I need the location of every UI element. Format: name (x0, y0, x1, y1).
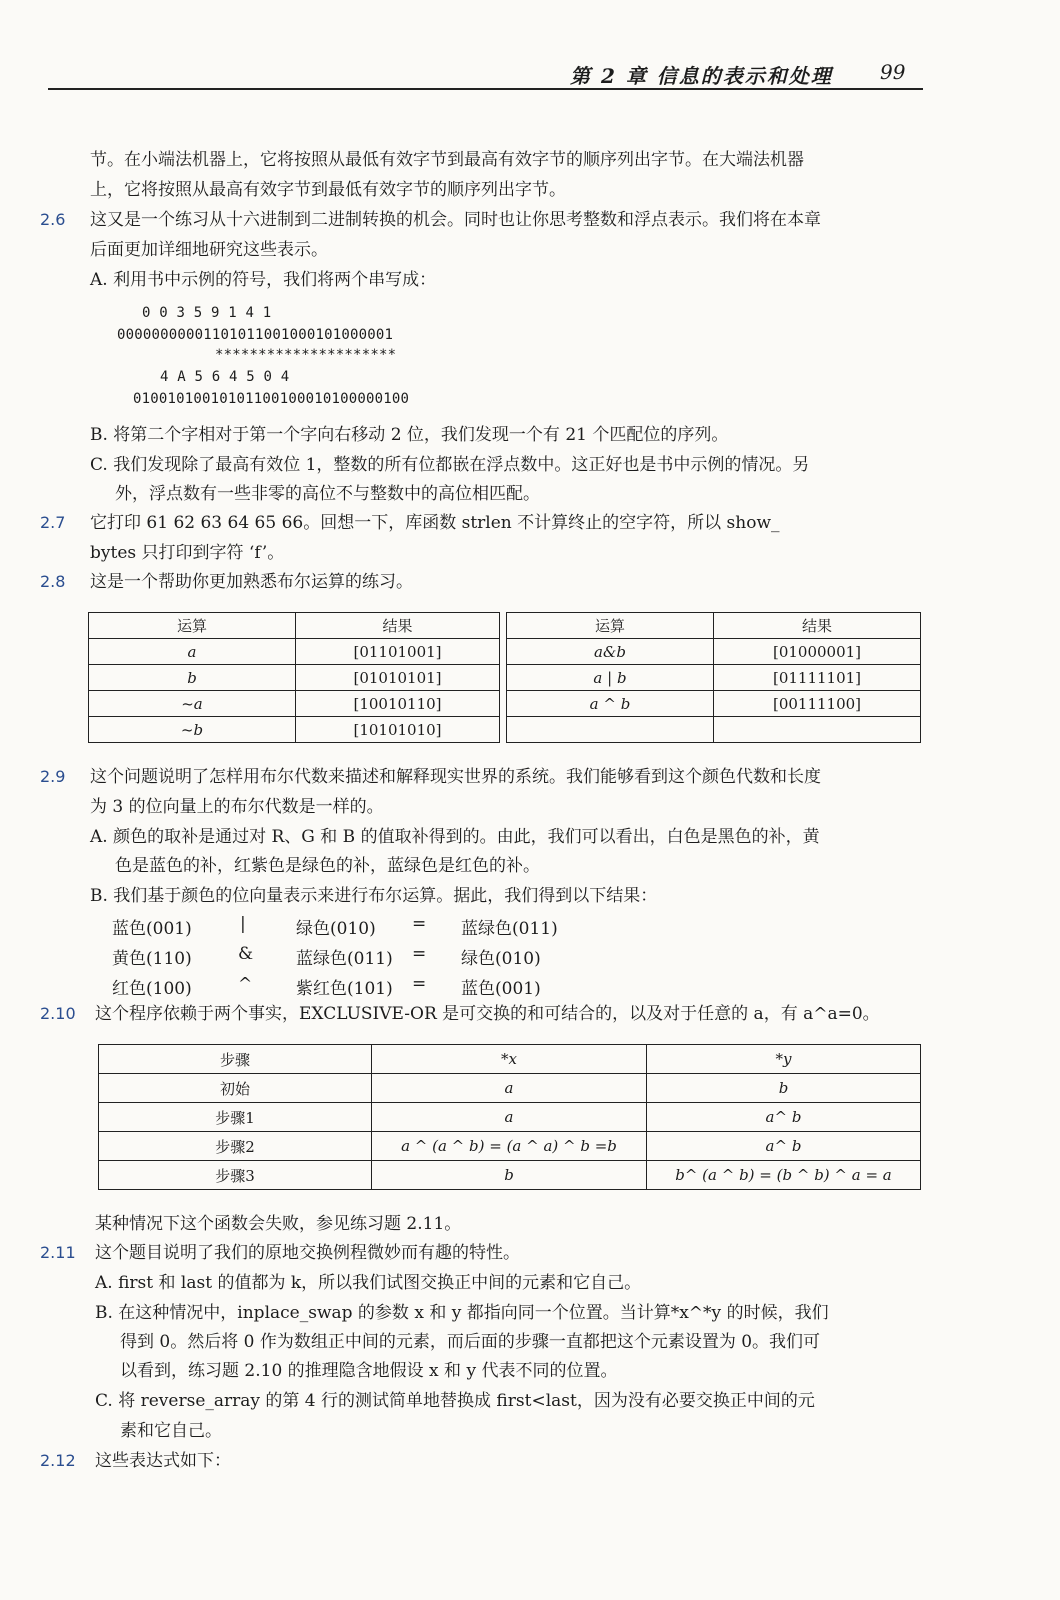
page-number: 99 (880, 60, 906, 84)
solution-number: 2.6 (40, 210, 66, 229)
intro-line-1: 节。在小端法机器上，它将按照从最低有效字节到最高有效字节的顺序列出字节。在大端法机器 (90, 150, 804, 170)
operator: | (240, 914, 246, 934)
s212-text: 这些表达式如下： (95, 1451, 231, 1471)
table-row (99, 1132, 921, 1161)
table-row (507, 691, 921, 717)
bool-table-right (506, 612, 921, 743)
col-header-x: *x (372, 1045, 647, 1074)
s27-line-1: 它打印 61 62 63 64 65 66。回想一下，库函数 strlen 不计算终止的空字符，所以 show_ (90, 513, 780, 533)
table-row (89, 717, 500, 743)
op-cell: a (89, 639, 296, 665)
result-cell: [00111100] (714, 691, 921, 717)
operand-2: 绿色(010) (296, 919, 376, 939)
s29-a-2: 色是蓝色的补，红紫色是绿色的补，蓝绿色是红色的补。 (115, 856, 540, 876)
result-cell: [10101010] (296, 717, 500, 743)
bool-table-left (88, 612, 500, 743)
s211-c-2: 素和它自己。 (120, 1421, 222, 1441)
op-cell: ~a (89, 691, 296, 717)
result-cell: [01010101] (296, 665, 500, 691)
s211-b-3: 以看到，练习题 2.10 的推理隐含地假设 x 和 y 代表不同的位置。 (120, 1361, 618, 1381)
x-cell: b (372, 1161, 647, 1190)
s211-b-2: 得到 0。然后将 0 作为数组正中间的元素，而后面的步骤一直都把这个元素设置为 0。我们可 (120, 1332, 821, 1352)
operand-2: 蓝绿色(011) (296, 949, 393, 969)
equals: = (412, 974, 427, 994)
result: 绿色(010) (461, 949, 541, 969)
s211-text: 这个题目说明了我们的原地交换例程微妙而有趣的特性。 (95, 1243, 520, 1263)
s29-line-1: 这个问题说明了怎样用布尔代数来描述和解释现实世界的系统。我们能够看到这个颜色代数和长度 (90, 767, 821, 787)
s26-line-2: 后面更加详细地研究这些表示。 (90, 240, 328, 260)
table-row (507, 665, 921, 691)
op-cell: ~b (89, 717, 296, 743)
operand-1: 黄色(110) (112, 949, 192, 969)
step-cell: 步骤1 (99, 1103, 372, 1132)
s211-b-1: B. 在这种情况中，inplace_swap 的参数 x 和 y 都指向同一个位置。当计算*x^*y 的时候，我们 (95, 1303, 829, 1323)
operand-1: 红色(100) (112, 979, 192, 999)
table-row (99, 1074, 921, 1103)
binary-string-1: 00000000001101011001000101000001 (117, 327, 394, 343)
s27-line-2: bytes 只打印到字符 ‘f’。 (90, 543, 285, 563)
s29-b: B. 我们基于颜色的位向量表示来进行布尔运算。据此，我们得到以下结果： (90, 886, 658, 906)
result: 蓝色(001) (461, 979, 541, 999)
binary-string-2: 01001010010101100100010100000100 (133, 391, 410, 407)
solution-number: 2.9 (40, 767, 66, 786)
s28-text: 这是一个帮助你更加熟悉布尔运算的练习。 (90, 572, 413, 592)
table-row (89, 639, 500, 665)
result-cell: [01000001] (714, 639, 921, 665)
col-header-op: 运算 (507, 613, 714, 639)
equals: = (412, 944, 427, 964)
operand-2: 紫红色(101) (296, 979, 393, 999)
s26-b: B. 将第二个字相对于第一个字向右移动 2 位，我们发现一个有 21 个匹配位的序列。 (90, 425, 729, 445)
s29-a-1: A. 颜色的取补是通过对 R、G 和 B 的值取补得到的。由此，我们可以看出，白色是黑色的补，黄 (90, 827, 820, 847)
result-cell: [01111101] (714, 665, 921, 691)
col-header-y: *y (647, 1045, 921, 1074)
operand-1: 蓝色(001) (112, 919, 192, 939)
y-cell: b (647, 1074, 921, 1103)
op-cell: b (89, 665, 296, 691)
intro-line-2: 上，它将按照从最高有效字节到最低有效字节的顺序列出字节。 (90, 180, 566, 200)
s211-a: A. first 和 last 的值都为 k，所以我们试图交换正中间的元素和它自己。 (95, 1273, 642, 1293)
operator: ^ (238, 974, 253, 994)
col-header-step: 步骤 (99, 1045, 372, 1074)
step-cell: 初始 (99, 1074, 372, 1103)
y-cell: b^ (a ^ b) = (b ^ b) ^ a = a (647, 1161, 921, 1190)
step-cell: 步骤2 (99, 1132, 372, 1161)
op-cell: a ^ b (507, 691, 714, 717)
op-cell: a&b (507, 639, 714, 665)
table-row (89, 691, 500, 717)
step-cell: 步骤3 (99, 1161, 372, 1190)
s210-text: 这个程序依赖于两个事实，EXCLUSIVE-OR 是可交换的和可结合的，以及对于任意的 a，有 a^a=0。 (95, 1004, 880, 1024)
table-row (507, 717, 921, 743)
equals: = (412, 914, 427, 934)
table-row (507, 639, 921, 665)
chapter-header: 第 2 章 信息的表示和处理 (570, 64, 833, 88)
y-cell: a^ b (647, 1103, 921, 1132)
match-stars: ********************* (215, 347, 397, 363)
table-row (89, 665, 500, 691)
result-cell: [01101001] (296, 639, 500, 665)
solution-number: 2.12 (40, 1451, 76, 1470)
s26-line-1: 这又是一个练习从十六进制到二进制转换的机会。同时也让你思考整数和浮点表示。我们将在本章 (90, 210, 821, 230)
result-cell (714, 717, 921, 743)
header-rule (48, 88, 923, 90)
s210-after: 某种情况下这个函数会失败，参见练习题 2.11。 (95, 1214, 462, 1234)
x-cell: a (372, 1103, 647, 1132)
hex-string-2: 4 A 5 6 4 5 0 4 (160, 369, 290, 385)
result: 蓝绿色(011) (461, 919, 558, 939)
table-row (99, 1161, 921, 1190)
s26-c-2: 外，浮点数有一些非零的高位不与整数中的高位相匹配。 (115, 484, 540, 504)
s211-c-1: C. 将 reverse_array 的第 4 行的测试简单地替换成 first<last，因为没有必要交换正中间的元 (95, 1391, 815, 1411)
col-header-result: 结果 (714, 613, 921, 639)
result-cell: [10010110] (296, 691, 500, 717)
solution-number: 2.10 (40, 1004, 76, 1023)
swap-steps-table (98, 1044, 921, 1190)
s26-c-1: C. 我们发现除了最高有效位 1，整数的所有位都嵌在浮点数中。这正好也是书中示例的情况。另 (90, 455, 810, 475)
col-header-op: 运算 (89, 613, 296, 639)
solution-number: 2.8 (40, 572, 66, 591)
s29-line-2: 为 3 的位向量上的布尔代数是一样的。 (90, 797, 384, 817)
s26-a: A. 利用书中示例的符号，我们将两个串写成： (90, 270, 437, 290)
solution-number: 2.11 (40, 1243, 76, 1262)
table-row (99, 1103, 921, 1132)
col-header-result: 结果 (296, 613, 500, 639)
hex-string-1: 0 0 3 5 9 1 4 1 (142, 305, 272, 321)
x-cell: a ^ (a ^ b) = (a ^ a) ^ b =b (372, 1132, 647, 1161)
y-cell: a^ b (647, 1132, 921, 1161)
x-cell: a (372, 1074, 647, 1103)
solution-number: 2.7 (40, 513, 66, 532)
op-cell (507, 717, 714, 743)
op-cell: a | b (507, 665, 714, 691)
operator: & (238, 944, 254, 964)
